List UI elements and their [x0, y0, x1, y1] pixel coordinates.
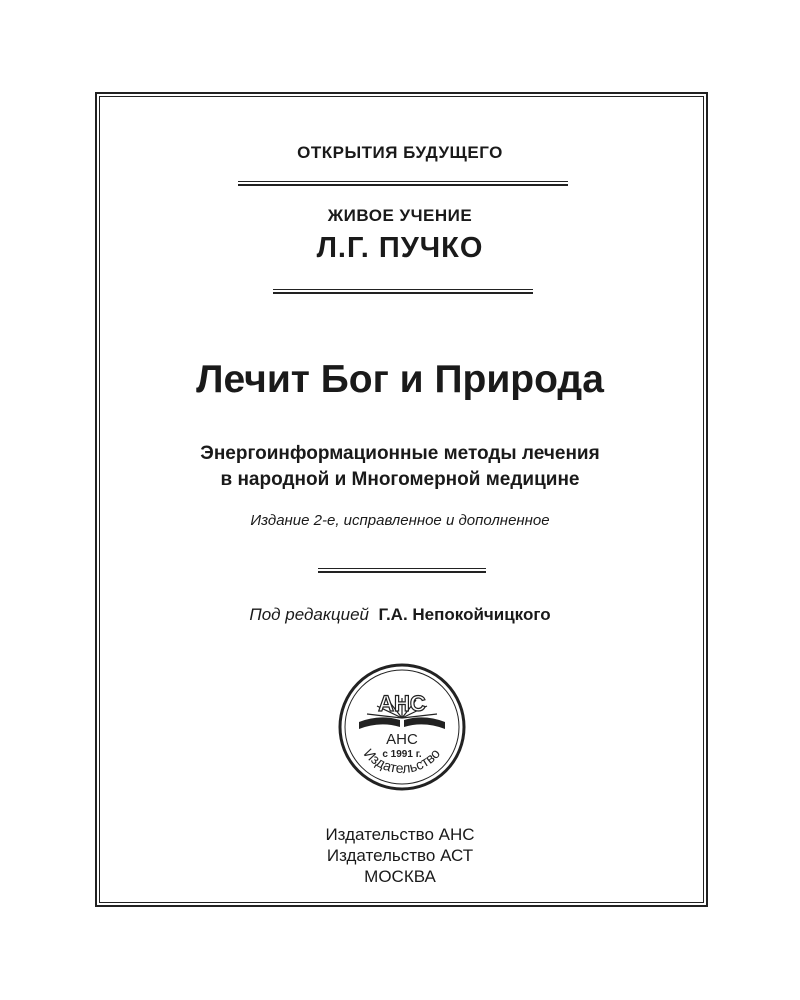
series-title: ОТКРЫТИЯ БУДУЩЕГО — [297, 143, 503, 162]
edition-note: Издание 2-е, исправленное и дополненное — [250, 512, 550, 529]
editor-credit — [0, 605, 800, 625]
subseries-title: ЖИВОЕ УЧЕНИЕ — [327, 206, 473, 225]
publisher-city: МОСКВА — [364, 867, 436, 886]
publisher-line-1: Издательство АНС — [325, 825, 475, 844]
divider-editor — [318, 568, 486, 573]
logo-brand-small: АНС — [386, 731, 418, 748]
logo-arc-text: Издательство — [360, 745, 444, 777]
book-subtitle — [0, 441, 800, 493]
subtitle-line-1: Энергоинформационные методы лечения — [200, 443, 600, 464]
divider-author — [273, 289, 533, 294]
subtitle-line-2: в народной и Многомерной медицине — [220, 469, 580, 490]
logo-book-right-icon — [404, 717, 445, 729]
book-title: Лечит Бог и Природа — [196, 358, 604, 401]
editor-label: Под редакцией — [249, 605, 369, 624]
logo-book-left-icon — [359, 717, 400, 729]
publisher-line-2: Издательство АСТ — [326, 846, 474, 865]
logo-since: с 1991 г. — [382, 749, 422, 760]
logo-brand-text: АНС — [378, 691, 426, 716]
publisher-logo — [337, 662, 467, 792]
publisher-block — [0, 824, 800, 887]
editor-name: Г.А. Непокойчицкого — [378, 605, 551, 624]
author-name: Л.Г. ПУЧКО — [316, 232, 484, 264]
divider-top — [238, 181, 568, 186]
